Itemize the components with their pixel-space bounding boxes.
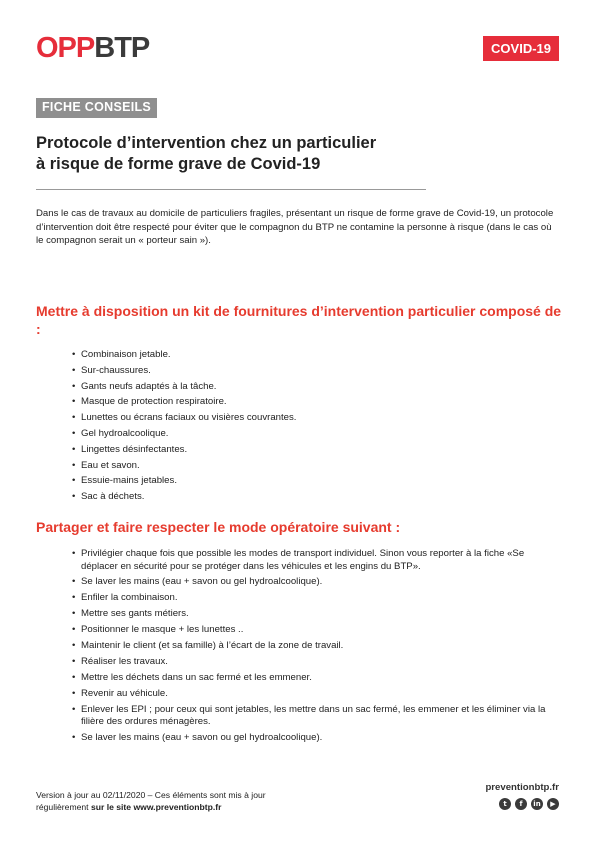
kit-list-item: • Essuie-mains jetables. <box>72 473 562 489</box>
procedure-list-item: • Positionner le masque + les lunettes .. <box>72 624 562 637</box>
kit-list-item: • Lunettes ou écrans faciaux ou visières couvrantes. <box>72 410 562 426</box>
procedure-list-item: • Réaliser les travaux. <box>72 656 562 669</box>
kit-list-item: • Eau et savon. <box>72 458 562 474</box>
page-title <box>36 133 456 176</box>
covid-badge: COVID-19 <box>483 36 559 61</box>
footer-line-1: Version à jour au 02/11/2020 – Ces éléments sont mis à jour <box>36 790 266 800</box>
title-line-2: à risque de forme grave de Covid-19 <box>36 155 321 174</box>
title-line-1: Protocole d’intervention chez un particulier <box>36 134 377 152</box>
procedure-list-item: • Enfiler la combinaison. <box>72 592 562 605</box>
footer-version <box>36 789 266 814</box>
section-kit-heading: Mettre à disposition un kit de fournitures d’intervention particulier composé de : <box>36 303 562 338</box>
title-divider <box>36 189 426 190</box>
procedure-list-item: • Mettre les déchets dans un sac fermé et les emmener. <box>72 672 562 685</box>
kit-list-item: • Gants neufs adaptés à la tâche. <box>72 379 562 395</box>
logo-btp: BTP <box>94 32 150 64</box>
kit-list-item: • Sac à déchets. <box>72 489 562 505</box>
logo-opp: OPP <box>36 32 95 64</box>
oppbtp-logo <box>36 34 149 63</box>
procedure-list-item: • Revenir au véhicule. <box>72 688 562 701</box>
procedure-list-item: • Maintenir le client (et sa famille) à l’écart de la zone de travail. <box>72 640 562 653</box>
procedure-list-item: • Enlever les EPI ; pour ceux qui sont jetables, les mettre dans un sac fermé, les emmener et les éliminer via la filière des ordures ménagères. <box>72 704 562 729</box>
twitter-icon[interactable]: t <box>499 798 511 810</box>
footer-site-name[interactable]: preventionbtp.fr <box>485 782 559 793</box>
kit-list-item: • Lingettes désinfectantes. <box>72 442 562 458</box>
footer-website-link[interactable]: sur le site www.preventionbtp.fr <box>90 802 222 813</box>
procedure-list-item: • Privilégier chaque fois que possible les modes de transport individuel. Sinon vous reporter à la fiche «Se déplacer en sécurité pour se protéger dans les véhicules et les engins du BTP». <box>72 548 562 573</box>
kit-list-item: • Masque de protection respiratoire. <box>72 394 562 410</box>
procedure-list-item: • Se laver les mains (eau + savon ou gel hydroalcoolique). <box>72 732 562 745</box>
procedure-list-item: • Mettre ses gants métiers. <box>72 608 562 621</box>
kit-list-item: • Gel hydroalcoolique. <box>72 426 562 442</box>
procedure-list <box>72 548 562 748</box>
facebook-icon[interactable]: f <box>515 798 527 810</box>
linkedin-icon[interactable]: in <box>531 798 543 810</box>
footer-line-2-prefix: régulièrement <box>36 802 91 813</box>
kit-list-item: • Combinaison jetable. <box>72 347 562 363</box>
section-procedure-heading: Partager et faire respecter le mode opératoire suivant : <box>36 519 401 535</box>
social-icons <box>499 798 559 810</box>
procedure-list-item: • Se laver les mains (eau + savon ou gel hydroalcoolique). <box>72 576 562 589</box>
category-badge: FICHE CONSEILS <box>36 98 157 118</box>
kit-list-item: • Sur-chaussures. <box>72 363 562 379</box>
kit-list <box>72 347 562 505</box>
intro-paragraph: Dans le cas de travaux au domicile de particuliers fragiles, présentant un risque de forme grave de Covid-19, un protocole d’intervention doit être respecté pour éviter que le compagnon du BTP ne contamine la personne à risque (dans le cas où le compagnon serait un « porteur sain »). <box>36 208 554 247</box>
youtube-icon[interactable]: ▶ <box>547 798 559 810</box>
